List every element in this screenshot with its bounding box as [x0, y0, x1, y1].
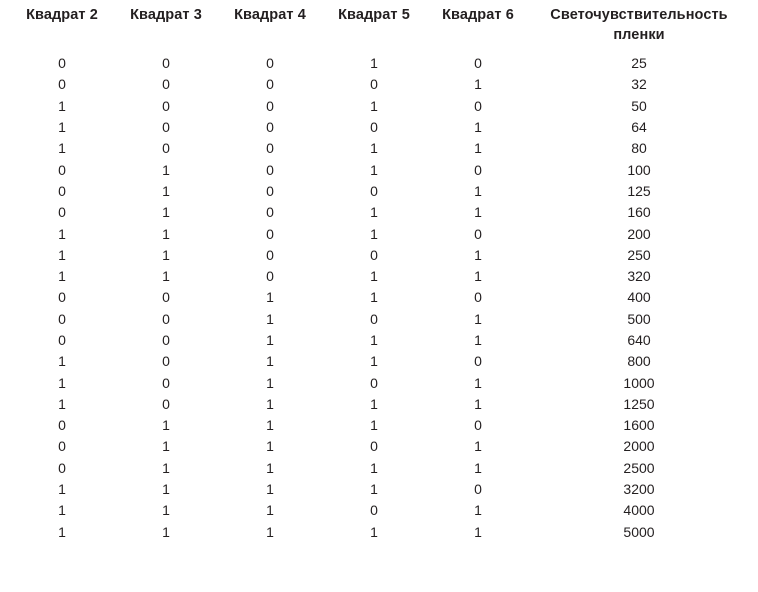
cell-bit: 1 — [370, 417, 378, 434]
cell-bit: 0 — [474, 481, 482, 498]
cell-bit: 0 — [162, 119, 170, 136]
cell-bit: 0 — [162, 310, 170, 327]
cell-bit: 0 — [162, 76, 170, 93]
cell-bit: 1 — [266, 438, 274, 455]
cell-film-speed: 500 — [627, 310, 651, 327]
table-row — [10, 96, 748, 117]
cell-bit: 1 — [162, 438, 170, 455]
cell-bit: 0 — [266, 55, 274, 72]
cell-bit: 1 — [162, 523, 170, 540]
table-row — [10, 74, 748, 95]
cell-bit: 0 — [474, 289, 482, 306]
cell-film-speed: 640 — [627, 331, 651, 348]
cell-bit: 1 — [474, 119, 482, 136]
cell-bit: 0 — [266, 140, 274, 157]
cell-film-speed: 800 — [627, 353, 651, 370]
cell-bit: 1 — [370, 353, 378, 370]
cell-bit: 0 — [370, 502, 378, 519]
cell-bit: 1 — [370, 225, 378, 242]
table-row — [10, 330, 748, 351]
cell-bit: 1 — [266, 353, 274, 370]
cell-bit: 1 — [474, 76, 482, 93]
cell-bit: 1 — [474, 395, 482, 412]
table-row — [10, 53, 748, 74]
cell-bit: 0 — [370, 374, 378, 391]
column-header-film-speed: Светочувствительность пленки — [550, 7, 728, 43]
cell-bit: 0 — [58, 331, 66, 348]
cell-bit: 1 — [370, 395, 378, 412]
column-header-square-5: Квадрат 5 — [338, 7, 410, 23]
cell-film-speed: 80 — [631, 140, 647, 157]
cell-bit: 1 — [58, 523, 66, 540]
cell-film-speed: 3200 — [623, 481, 655, 498]
cell-bit: 0 — [162, 140, 170, 157]
cell-bit: 1 — [474, 523, 482, 540]
cell-bit: 1 — [58, 97, 66, 114]
table-row — [10, 479, 748, 500]
cell-bit: 1 — [266, 289, 274, 306]
cell-bit: 1 — [266, 459, 274, 476]
cell-bit: 1 — [58, 268, 66, 285]
cell-bit: 0 — [474, 417, 482, 434]
cell-bit: 1 — [474, 268, 482, 285]
cell-bit: 0 — [266, 97, 274, 114]
cell-bit: 0 — [162, 374, 170, 391]
cell-film-speed: 50 — [631, 97, 647, 114]
cell-bit: 0 — [58, 55, 66, 72]
cell-bit: 1 — [58, 481, 66, 498]
cell-bit: 0 — [58, 182, 66, 199]
cell-bit: 0 — [58, 76, 66, 93]
cell-bit: 0 — [162, 331, 170, 348]
cell-film-speed: 1250 — [623, 395, 655, 412]
table-row — [10, 522, 748, 543]
cell-bit: 0 — [266, 268, 274, 285]
cell-bit: 1 — [370, 289, 378, 306]
cell-bit: 0 — [370, 246, 378, 263]
cell-film-speed: 100 — [627, 161, 651, 178]
cell-film-speed: 1000 — [623, 374, 655, 391]
cell-bit: 0 — [162, 353, 170, 370]
column-header-square-3: Квадрат 3 — [130, 7, 202, 23]
table-row — [10, 266, 748, 287]
cell-bit: 1 — [266, 481, 274, 498]
cell-bit: 0 — [58, 289, 66, 306]
cell-film-speed: 160 — [627, 204, 651, 221]
cell-bit: 1 — [162, 246, 170, 263]
cell-film-speed: 320 — [627, 268, 651, 285]
cell-bit: 1 — [162, 225, 170, 242]
cell-bit: 1 — [474, 374, 482, 391]
cell-bit: 0 — [370, 438, 378, 455]
cell-bit: 1 — [370, 140, 378, 157]
cell-bit: 0 — [58, 417, 66, 434]
cell-bit: 0 — [370, 76, 378, 93]
cell-bit: 0 — [58, 438, 66, 455]
table-body — [10, 53, 748, 543]
cell-bit: 1 — [474, 204, 482, 221]
table-row — [10, 224, 748, 245]
cell-film-speed: 4000 — [623, 502, 655, 519]
cell-bit: 1 — [58, 502, 66, 519]
cell-bit: 1 — [58, 246, 66, 263]
cell-bit: 0 — [266, 225, 274, 242]
column-header-square-6: Квадрат 6 — [442, 7, 514, 23]
cell-bit: 1 — [370, 204, 378, 221]
cell-bit: 0 — [474, 225, 482, 242]
cell-film-speed: 125 — [627, 182, 651, 199]
cell-bit: 1 — [266, 331, 274, 348]
cell-bit: 0 — [474, 161, 482, 178]
cell-film-speed: 25 — [631, 55, 647, 72]
cell-film-speed: 200 — [627, 225, 651, 242]
cell-bit: 1 — [162, 481, 170, 498]
cell-film-speed: 1600 — [623, 417, 655, 434]
cell-bit: 0 — [266, 119, 274, 136]
table-row — [10, 373, 748, 394]
cell-bit: 0 — [58, 161, 66, 178]
cell-bit: 1 — [370, 481, 378, 498]
column-header-square-2: Квадрат 2 — [26, 7, 98, 23]
table-row — [10, 181, 748, 202]
table-row — [10, 245, 748, 266]
table-row — [10, 160, 748, 181]
cell-film-speed: 64 — [631, 119, 647, 136]
cell-bit: 0 — [266, 204, 274, 221]
cell-bit: 1 — [474, 502, 482, 519]
cell-bit: 1 — [162, 161, 170, 178]
cell-bit: 1 — [266, 310, 274, 327]
table-row — [10, 458, 748, 479]
cell-bit: 1 — [58, 140, 66, 157]
cell-bit: 1 — [370, 268, 378, 285]
table-row — [10, 138, 748, 159]
cell-bit: 0 — [474, 97, 482, 114]
column-header-square-4: Квадрат 4 — [234, 7, 306, 23]
cell-bit: 1 — [266, 502, 274, 519]
cell-bit: 0 — [266, 246, 274, 263]
cell-bit: 0 — [58, 459, 66, 476]
dx-code-table — [10, 6, 748, 543]
cell-film-speed: 32 — [631, 76, 647, 93]
cell-bit: 0 — [474, 353, 482, 370]
cell-bit: 1 — [162, 459, 170, 476]
cell-bit: 1 — [474, 246, 482, 263]
cell-bit: 1 — [370, 331, 378, 348]
cell-bit: 1 — [266, 523, 274, 540]
cell-bit: 1 — [370, 55, 378, 72]
cell-bit: 1 — [58, 353, 66, 370]
cell-bit: 1 — [474, 459, 482, 476]
cell-bit: 0 — [266, 76, 274, 93]
cell-bit: 1 — [266, 395, 274, 412]
table-row — [10, 500, 748, 521]
cell-bit: 1 — [162, 268, 170, 285]
cell-bit: 0 — [266, 182, 274, 199]
table-row — [10, 287, 748, 308]
cell-film-speed: 5000 — [623, 523, 655, 540]
cell-bit: 1 — [266, 374, 274, 391]
cell-bit: 0 — [162, 97, 170, 114]
cell-bit: 1 — [58, 225, 66, 242]
cell-bit: 1 — [162, 417, 170, 434]
table-header — [10, 6, 748, 53]
cell-bit: 1 — [474, 140, 482, 157]
table-row — [10, 436, 748, 457]
cell-film-speed: 400 — [627, 289, 651, 306]
cell-bit: 1 — [58, 395, 66, 412]
table-row — [10, 394, 748, 415]
table-row — [10, 351, 748, 372]
cell-bit: 1 — [162, 502, 170, 519]
cell-film-speed: 2000 — [623, 438, 655, 455]
cell-bit: 1 — [474, 438, 482, 455]
cell-bit: 1 — [370, 97, 378, 114]
cell-film-speed: 2500 — [623, 459, 655, 476]
cell-bit: 0 — [370, 119, 378, 136]
cell-bit: 0 — [370, 310, 378, 327]
table-row — [10, 309, 748, 330]
header-row — [10, 6, 748, 53]
cell-bit: 0 — [474, 55, 482, 72]
table-row — [10, 117, 748, 138]
cell-bit: 1 — [266, 417, 274, 434]
cell-bit: 0 — [266, 161, 274, 178]
cell-bit: 1 — [370, 523, 378, 540]
cell-bit: 1 — [474, 310, 482, 327]
cell-film-speed: 250 — [627, 246, 651, 263]
cell-bit: 0 — [162, 55, 170, 72]
cell-bit: 0 — [370, 182, 378, 199]
cell-bit: 1 — [162, 204, 170, 221]
cell-bit: 1 — [58, 119, 66, 136]
cell-bit: 0 — [162, 289, 170, 306]
cell-bit: 1 — [370, 459, 378, 476]
cell-bit: 0 — [58, 310, 66, 327]
table-row — [10, 415, 748, 436]
cell-bit: 1 — [162, 182, 170, 199]
cell-bit: 1 — [370, 161, 378, 178]
table-row — [10, 202, 748, 223]
cell-bit: 0 — [58, 204, 66, 221]
cell-bit: 1 — [474, 182, 482, 199]
cell-bit: 1 — [58, 374, 66, 391]
cell-bit: 1 — [474, 331, 482, 348]
cell-bit: 0 — [162, 395, 170, 412]
